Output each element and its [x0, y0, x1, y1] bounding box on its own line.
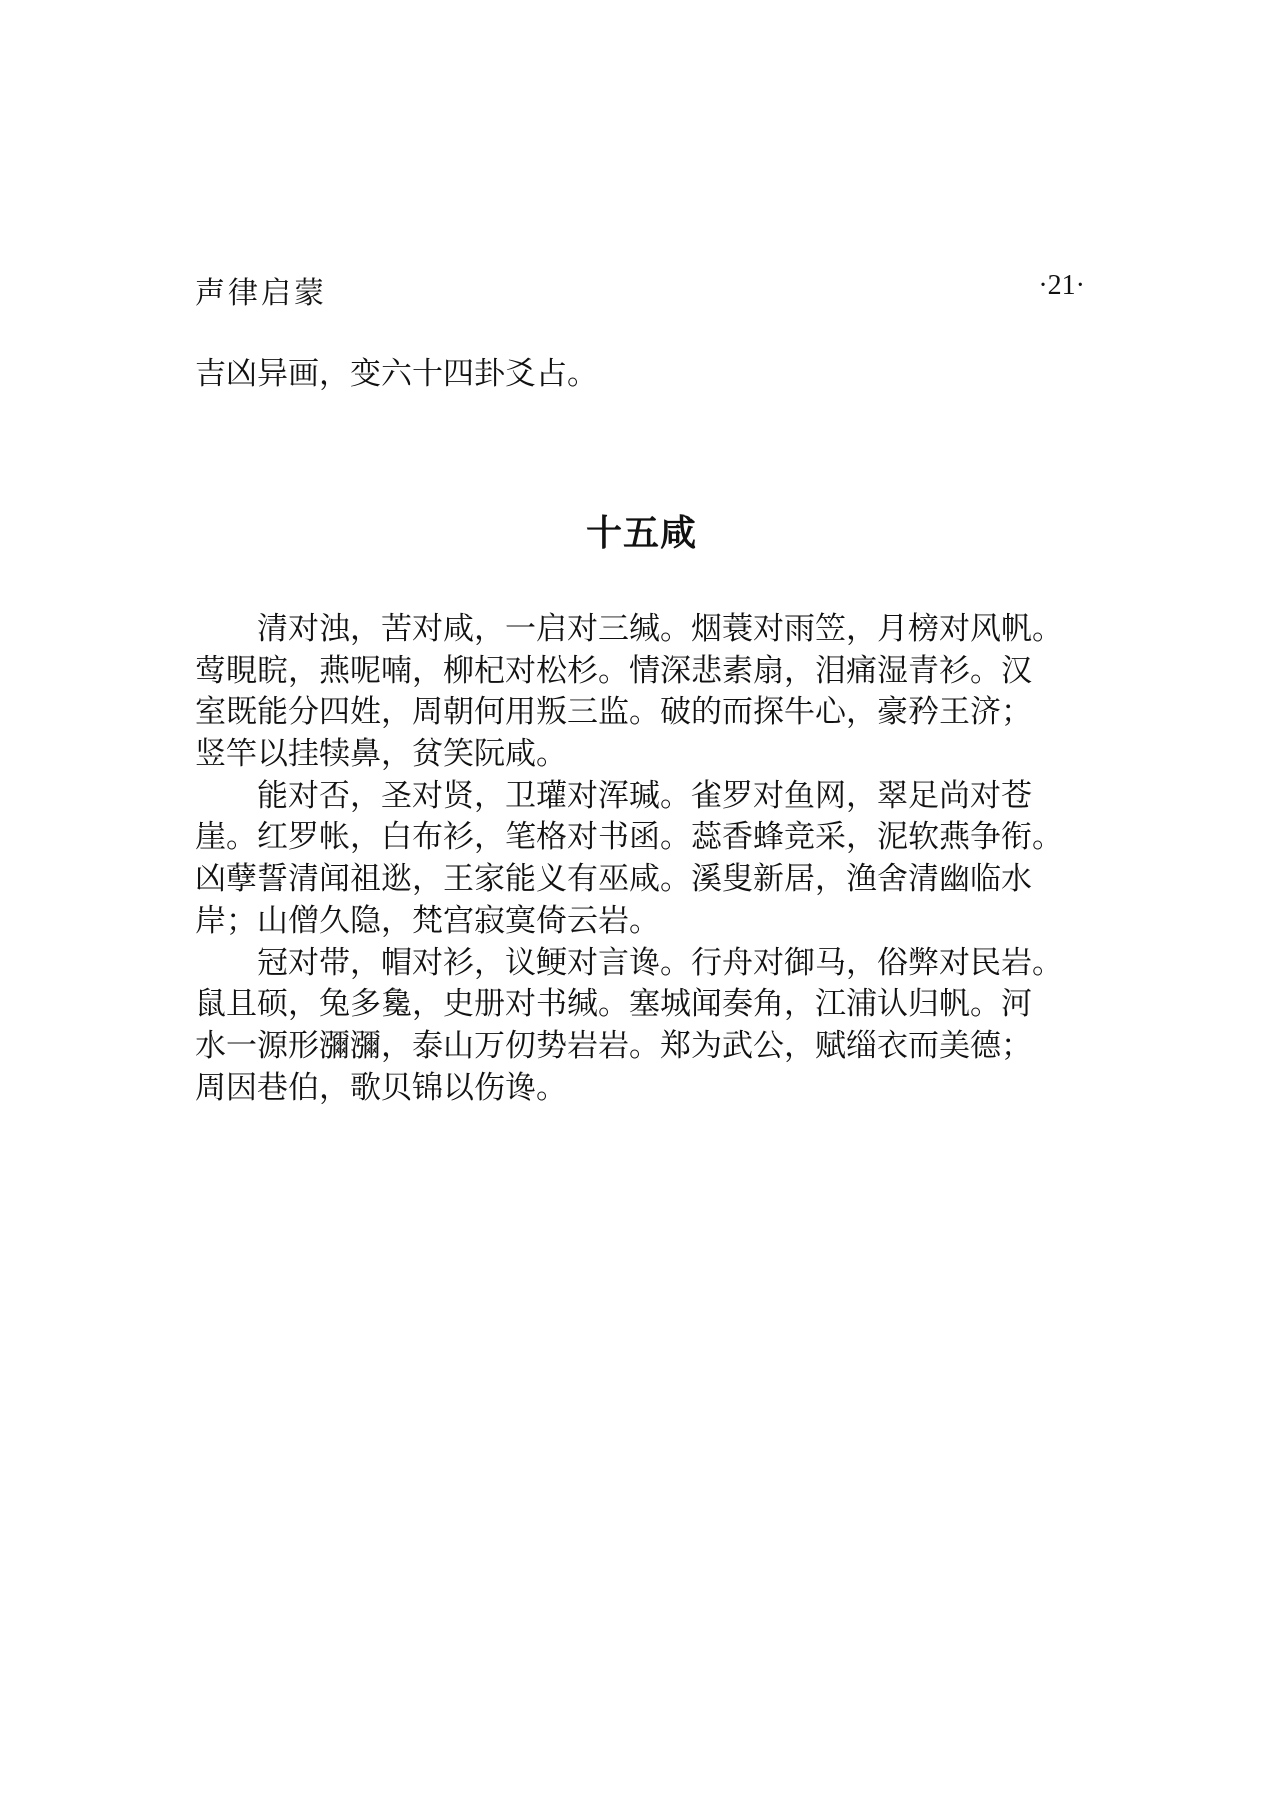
- page-number: ·21·: [1038, 270, 1085, 301]
- text-line: 岸；山僧久隐，梵宫寂寞倚云岩。: [195, 902, 660, 939]
- text-line: 清对浊，苦对咸，一启对三缄。烟蓑对雨笠，月榜对风帆。: [257, 611, 1063, 647]
- text-line: 能对否，圣对贤，卫瓘对浑瑊。雀罗对鱼网，翠足尚对苍: [257, 777, 1032, 814]
- text-line: 凶孽誓清闻祖逖，王家能义有巫咸。溪叟新居，渔舍清幽临水: [195, 861, 1032, 898]
- text-line: 冠对带，帽对衫，议鲠对言谗。行舟对御马，俗弊对民岩。: [257, 944, 1063, 981]
- text-line: 室既能分四姓，周朝何用叛三监。破的而探牛心，豪矜王济；: [195, 694, 1032, 731]
- text-line: 莺睍睆，燕呢喃，柳杞对松杉。情深悲素扇，泪痛湿青衫。汉: [195, 652, 1032, 689]
- book-title: 声律启蒙: [195, 276, 327, 311]
- text-line: 鼠且硕，兔多毚，史册对书缄。塞城闻奏角，江浦认归帆。河: [195, 986, 1032, 1023]
- page-header: [195, 268, 1085, 311]
- carryover-line: 吉凶异画，变六十四卦爻占。: [195, 356, 598, 392]
- text-line: 周因巷伯，歌贝锦以伤谗。: [195, 1069, 567, 1106]
- text-line: 崖。红罗帐，白布衫，笔格对书函。蕊香蜂竞采，泥软燕争衔。: [195, 819, 1063, 856]
- text-line: 竖竿以挂犊鼻，贫笑阮咸。: [195, 736, 567, 773]
- text-line: 水一源形瀰瀰，泰山万仞势岩岩。郑为武公，赋缁衣而美德；: [195, 1027, 1032, 1064]
- section-title: 十五咸: [585, 513, 697, 554]
- section-body: [195, 609, 1095, 1109]
